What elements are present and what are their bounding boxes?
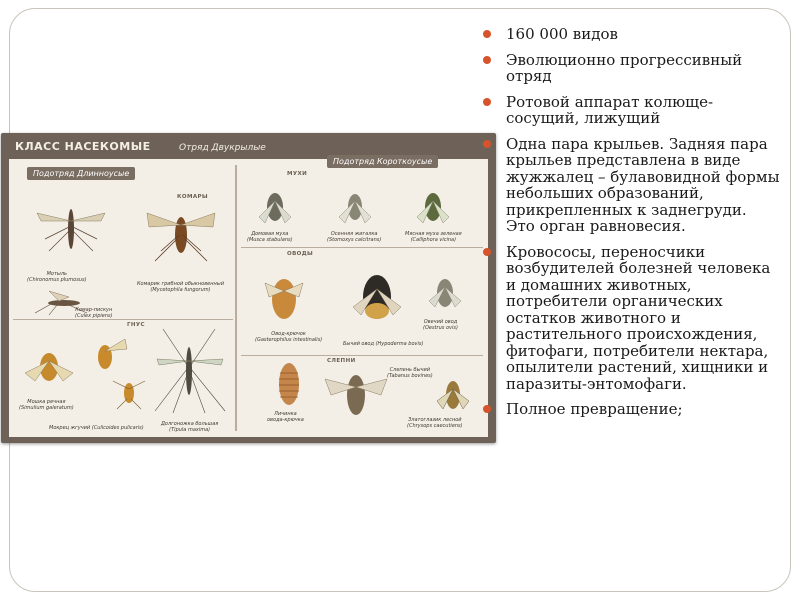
list-item — [480, 244, 780, 393]
label-lichinka: Личинка овода-крючка — [267, 411, 304, 423]
crane-fly-illustration — [145, 325, 231, 415]
bullet-text: 160 000 видов — [506, 25, 618, 43]
label-mokrets: Мокрец жгучий (Culicoides pulicaris) — [49, 425, 144, 431]
bullet-text: Кровососы, переносчики возбудителей болезней человека и домашних животных, потребители органических остатков животного и растительного происхождения, фитофаги, потребители нектара, опылители растений, хищники и паразиты-энтомофаги. — [506, 242, 771, 393]
label-moshka: Мошка речная (Simulium galeratum) — [19, 399, 74, 411]
list-item — [480, 26, 780, 43]
bullet-icon — [483, 140, 491, 148]
facts-list — [480, 26, 780, 427]
bullet-text: Одна пара крыльев. Задняя пара крыльев представлена в виде жужжалец – булавовидной формы небольших образований, прикрепленных к заднегруди. Это орган равновесия. — [506, 134, 780, 235]
label-dolgonozhka: Долгоножка большая (Tipula maxima) — [161, 421, 219, 433]
horizontal-divider-right — [241, 247, 483, 248]
bullet-text: Ротовой аппарат колюще-сосущий, лижущий — [506, 92, 714, 127]
house-fly-illustration — [255, 181, 295, 229]
bot-fly-illustration — [261, 267, 307, 327]
blackfly-illustration — [19, 337, 79, 393]
label-zlatoglazik: Златоглазик лесной (Chrysops caecutiens) — [407, 417, 463, 429]
bullet-icon — [483, 405, 491, 413]
label-ovod-kryuchok: Овод-крючок (Gasterophilus intestinalis) — [255, 331, 323, 343]
list-item — [480, 401, 780, 418]
bullet-icon — [483, 248, 491, 256]
section-gnus: ГНУС — [127, 322, 145, 328]
section-slepni: СЛЕПНИ — [327, 358, 356, 364]
poster-content — [9, 159, 488, 437]
horizontal-divider-left — [13, 319, 233, 320]
list-item — [480, 136, 780, 235]
label-ovechiy-ovod: Овечий овод (Oestrus ovis) — [423, 319, 458, 331]
label-bychiy-ovod: Бычий овод (Hypoderma bovis) — [343, 341, 424, 347]
label-zhigalka: Осенняя жигалка (Stomoxys calcitrans) — [327, 231, 382, 243]
bullet-icon — [483, 98, 491, 106]
horizontal-divider-right-2 — [241, 355, 483, 356]
poster-order: Отряд Двукрылые — [179, 143, 266, 153]
suborder-long-tag: Подотряд Длинноусые — [27, 167, 135, 180]
bullet-text: Полное превращение; — [506, 400, 683, 418]
label-slepen: Слепень бычий (Tabanus bovines) — [387, 367, 433, 379]
stable-fly-illustration — [335, 181, 375, 229]
midge-small-illustration — [109, 371, 149, 411]
section-komary: КОМАРЫ — [177, 194, 209, 200]
diptera-poster — [1, 133, 496, 443]
vertical-divider — [235, 165, 237, 431]
list-item — [480, 94, 780, 127]
list-item — [480, 52, 780, 85]
suborder-short-tag: Подотряд Короткоусые — [327, 155, 438, 168]
blowfly-illustration — [413, 181, 453, 229]
label-motyl: Мотыль (Chironomus plumosus) — [27, 271, 87, 283]
cattle-bot-fly-illustration — [349, 263, 405, 327]
poster-title: КЛАСС НАСЕКОМЫЕ — [15, 140, 151, 153]
label-komar-pischun: Комар-пискун (Culex pipiens) — [75, 307, 113, 319]
mosquito-illustration — [31, 199, 111, 259]
section-mukhi: МУХИ — [287, 171, 308, 177]
sheep-bot-fly-illustration — [425, 269, 465, 315]
section-ovody: ОВОДЫ — [287, 251, 314, 257]
bullet-text: Эволюционно прогрессивный отряд — [506, 50, 743, 85]
bullet-icon — [483, 30, 491, 38]
horse-fly-illustration — [321, 365, 391, 421]
label-domovaya-mukha: Домовая муха (Musca stabulans) — [247, 231, 293, 243]
label-myasnaya-mukha: Мясная муха зеленая (Calliphora vicina) — [405, 231, 462, 243]
bullet-icon — [483, 56, 491, 64]
deer-fly-illustration — [433, 371, 473, 415]
larva-illustration — [275, 361, 303, 407]
label-komar-gribnoy: Комарик грибной обыкновенный (Mycetophila fungorum) — [137, 281, 224, 293]
fungus-gnat-illustration — [139, 199, 223, 269]
